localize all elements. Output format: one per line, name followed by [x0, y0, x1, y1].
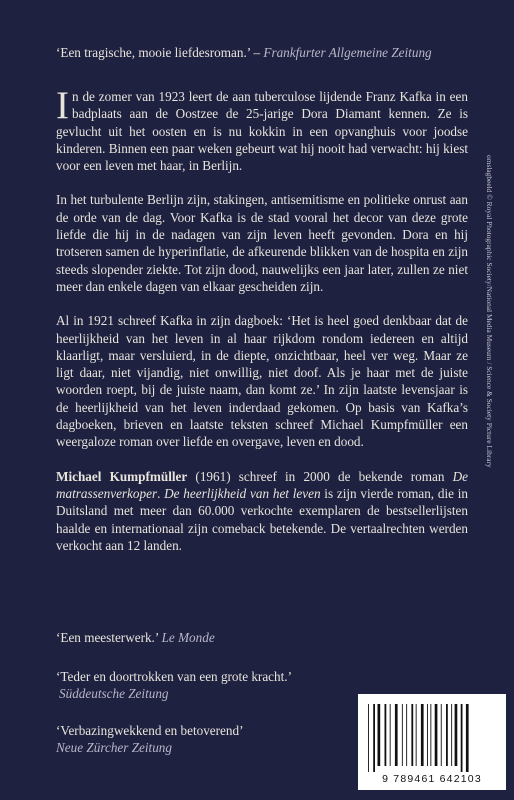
barcode-bar — [390, 704, 391, 766]
review-quote-3-text: ‘Verbazingwekkend en betoverend’ — [56, 723, 244, 738]
barcode-bar — [441, 704, 442, 766]
blurb-paragraph-3: Al in 1921 schreef Kafka in zijn dagboek: ‘Het is heel goed denkbaar dat de heerlijkheid van het leven in al haar rijkdom rondom iedereen en altijd klaarligt, maar versluierd, in de diepte, onzichtbaar, heel ver weg. Maar ze ligt daar, niet vijandig, niet onwillig, niet doof. Als je haar met de juiste woorden roept, bij de juiste naam, dan komt ze.’ In zijn laatste levensjaar is de heerlijkheid van het leven inderdaad gekomen. Op basis van Kafka’s dagboeken, brieven en laatste teksten schreef Michael Kumpfmüller een weergaloze roman over liefde en overgave, leven en dood. — [56, 313, 468, 450]
blurb-paragraph-2: In het turbulente Berlijn zijn, stakingen, antisemitisme en politieke onrust aan de orde van de dag. Voor Kafka is de stad vooral het decor van deze grote liefde die hij in de nadagen van zijn leven heeft gevonden. Dora en hij trotseren samen de hyperinflatie, de afkeurende blikken van de hospita en zijn steeds slopender ziekte. Tot zijn dood, nauwelijks een jaar later, zullen ze niet meer dan enkele dagen van elkaar gescheiden zijn. — [56, 192, 468, 294]
author-bio-text-b: . — [157, 485, 165, 501]
top-review-quote — [56, 44, 476, 61]
barcode-bar — [406, 704, 407, 766]
blurb-paragraph-1: In de zomer van 1923 leert de aan tuberculose lijdende Franz Kafka in een badplaats aan de Oostzee de 25-jarige Dora Diamant kennen. Ze is gevlucht uit het oosten en is nu kokkin in een opvanghuis voor joodse kinderen. Binnen een paar weken gebeurt wat hij nooit had verwacht: hij kiest voor een leven met haar, in Berlijn. — [56, 84, 468, 174]
review-quote-2-source: Süddeutsche Zeitung — [59, 686, 169, 702]
barcode-bar — [385, 704, 387, 766]
barcode-bar — [435, 704, 438, 766]
review-quote-1-source: Le Monde — [161, 630, 215, 645]
book-title-1: De matrassenverkoper — [56, 468, 468, 501]
barcode-bar — [378, 704, 381, 766]
review-quote-1-text: ‘Een meesterwerk.’ — [56, 630, 162, 645]
barcode-bar — [411, 704, 413, 766]
barcode-bar — [430, 704, 431, 766]
barcode-bar — [451, 704, 452, 766]
review-quote-2-text: ‘Teder en doortrokken van een grote kracht.’ — [56, 669, 292, 684]
book-title-2: De heerlijkheid van het leven — [164, 485, 321, 501]
barcode-bar — [416, 704, 417, 766]
barcode-bar — [421, 704, 424, 766]
top-quote-text: ‘Een tragische, mooie liefdesroman.’ – — [56, 45, 264, 60]
author-bio — [56, 468, 468, 554]
author-name: Michael Kumpfmüller — [56, 468, 188, 484]
author-bio-text-a: (1961) schreef in 2000 de bekende roman — [187, 468, 453, 484]
barcode-bars — [364, 704, 500, 772]
blurb — [56, 84, 468, 571]
barcode-bar — [373, 704, 375, 772]
cover-image-credit: omslagbeeld © Royal Photographic Society/National Media Museum / Science & Society Picture Library — [485, 155, 494, 468]
isbn-barcode — [358, 694, 506, 790]
barcode-bar — [446, 704, 448, 766]
barcode-bar — [455, 704, 458, 766]
top-quote-source: Frankfurter Allgemeine Zeitung — [263, 45, 432, 60]
barcode-bar — [402, 704, 403, 766]
review-quote-1 — [56, 629, 436, 646]
barcode-bar — [427, 704, 428, 766]
isbn-number: 9 789461 642103 — [382, 773, 482, 785]
author-bio-text-c: is zijn vierde roman, die in Duitsland met meer dan 60.000 verkochte exemplaren de bestsellerlijsten haalde en internationaal zijn comeback betekende. De vertaalrechten werden verkocht aan 12 landen. — [56, 485, 468, 553]
review-quote-3-source: Neue Zürcher Zeitung — [56, 740, 172, 756]
barcode-bar — [461, 704, 463, 772]
barcode-bar — [368, 704, 369, 772]
barcode-bar — [395, 704, 398, 766]
barcode-bar — [466, 704, 469, 772]
